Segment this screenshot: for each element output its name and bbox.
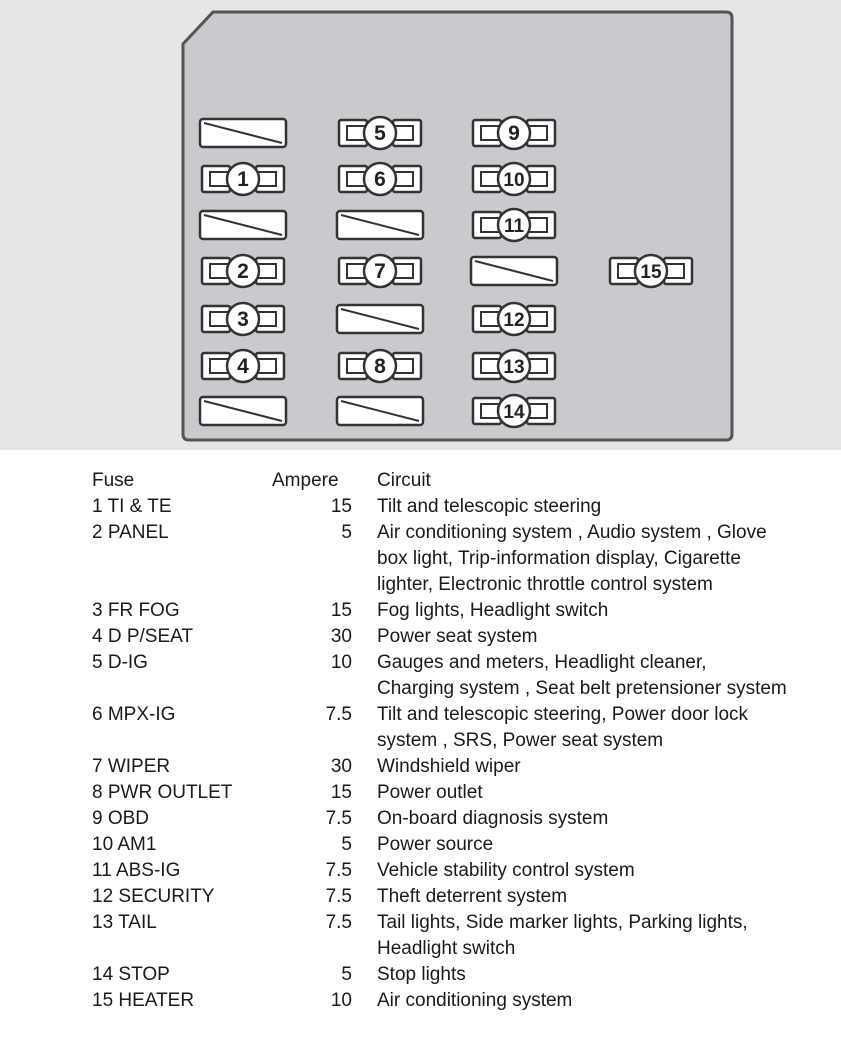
header-fuse: Fuse (92, 470, 135, 491)
fuse-number-label: 1 (237, 168, 249, 191)
fuse-number-label: 3 (237, 308, 249, 331)
circuit-cell (377, 702, 837, 754)
circuit-line: Power source (377, 834, 494, 855)
table-row (92, 624, 837, 650)
empty-fuse-slot (337, 305, 423, 333)
circuit-cell (377, 832, 837, 858)
fuse-number-label: 10 (503, 170, 525, 191)
table-row (92, 910, 837, 962)
fuse-slot-3 (202, 303, 284, 335)
fuse-slot-11 (473, 209, 555, 241)
fuse-slot-8 (339, 350, 421, 382)
circuit-cell (377, 598, 837, 624)
fuse-number-label: 14 (503, 402, 525, 423)
fuse-box-diagram-area (0, 0, 841, 450)
ampere-cell: 5 (341, 834, 352, 855)
ampere-cell: 5 (341, 964, 352, 985)
circuit-line: lighter, Electronic throttle control system (377, 574, 713, 595)
fuse-slot-12 (473, 303, 555, 335)
fuse-number-label: 4 (237, 355, 249, 378)
circuit-line: Tail lights, Side marker lights, Parking lights, (377, 912, 748, 933)
circuit-line: Theft deterrent system (377, 886, 568, 907)
table-row (92, 598, 837, 624)
ampere-cell: 10 (330, 652, 352, 673)
ampere-cell: 30 (330, 626, 352, 647)
circuit-cell (377, 624, 837, 650)
table-row (92, 988, 837, 1014)
circuit-line: Power seat system (377, 626, 538, 647)
table-body (92, 494, 837, 1014)
fuse-number-label: 8 (374, 355, 386, 378)
circuit-line: box light, Trip-information display, Cigarette (377, 548, 741, 569)
circuit-cell (377, 754, 837, 780)
fuse-number-label: 2 (237, 260, 249, 283)
table-row (92, 884, 837, 910)
header-ampere: Ampere (272, 470, 339, 491)
fuse-name-cell: 6 MPX-IG (92, 704, 176, 725)
fuse-slot-5 (339, 117, 421, 149)
circuit-line: Power outlet (377, 782, 483, 803)
fuse-slot-6 (339, 163, 421, 195)
circuit-line: Tilt and telescopic steering, Power door lock (377, 704, 749, 725)
ampere-cell: 7.5 (325, 886, 352, 907)
ampere-cell: 7.5 (325, 912, 352, 933)
circuit-cell (377, 494, 837, 520)
fuse-slot-10 (473, 163, 555, 195)
empty-fuse-slot (337, 211, 423, 239)
circuit-cell (377, 962, 837, 988)
fuse-number-label: 5 (374, 122, 386, 145)
fuse-slot-14 (473, 395, 555, 427)
table-row (92, 858, 837, 884)
ampere-cell: 15 (330, 496, 352, 517)
table-row (92, 832, 837, 858)
fuse-name-cell: 3 FR FOG (92, 600, 180, 621)
circuit-line: Windshield wiper (377, 756, 521, 777)
circuit-line: Tilt and telescopic steering (377, 496, 602, 517)
empty-fuse-slot (200, 211, 286, 239)
fuse-slot-2 (202, 255, 284, 287)
circuit-line: Fog lights, Headlight switch (377, 600, 609, 621)
table-row (92, 494, 837, 520)
fuse-slot-1 (202, 163, 284, 195)
fuse-slot-4 (202, 350, 284, 382)
fuse-name-cell: 14 STOP (92, 964, 170, 985)
fuse-box-diagram (0, 0, 841, 450)
fuse-name-cell: 15 HEATER (92, 990, 195, 1011)
header-circuit: Circuit (377, 470, 431, 491)
fuse-name-cell: 1 TI & TE (92, 496, 172, 517)
fuse-name-cell: 4 D P/SEAT (92, 626, 194, 647)
fuse-name-cell: 12 SECURITY (92, 886, 215, 907)
fuse-slot-9 (473, 117, 555, 149)
ampere-cell: 10 (330, 990, 352, 1011)
fuse-legend-table (92, 468, 837, 1014)
circuit-line: Air conditioning system (377, 990, 573, 1011)
fuse-name-cell: 7 WIPER (92, 756, 171, 777)
fuse-name-cell: 11 ABS-IG (92, 860, 181, 881)
ampere-cell: 15 (330, 782, 352, 803)
table-row (92, 520, 837, 598)
circuit-cell (377, 910, 837, 962)
ampere-cell: 15 (330, 600, 352, 621)
table-row (92, 962, 837, 988)
fuse-slot-13 (473, 350, 555, 382)
fuse-slot-15 (610, 255, 692, 287)
table-header-row (92, 468, 837, 494)
fuse-number-label: 6 (374, 168, 386, 191)
ampere-cell: 30 (330, 756, 352, 777)
empty-fuse-slot (200, 119, 286, 147)
circuit-line: On-board diagnosis system (377, 808, 609, 829)
table-row (92, 780, 837, 806)
circuit-line: Headlight switch (377, 938, 516, 959)
fuse-number-label: 12 (503, 310, 525, 331)
fuse-name-cell: 8 PWR OUTLET (92, 782, 233, 803)
circuit-cell (377, 988, 837, 1014)
circuit-cell (377, 780, 837, 806)
circuit-line: Stop lights (377, 964, 466, 985)
ampere-cell: 7.5 (325, 808, 352, 829)
fuse-number-label: 13 (503, 357, 525, 378)
fuse-name-cell: 2 PANEL (92, 522, 169, 543)
circuit-cell (377, 858, 837, 884)
fuse-number-label: 11 (503, 216, 525, 237)
table-row (92, 702, 837, 754)
fuse-slot-7 (339, 255, 421, 287)
circuit-line: Vehicle stability control system (377, 860, 635, 881)
fuse-name-cell: 5 D-IG (92, 652, 148, 673)
table-row (92, 754, 837, 780)
ampere-cell: 5 (341, 522, 352, 543)
empty-fuse-slot (337, 397, 423, 425)
circuit-line: Gauges and meters, Headlight cleaner, (377, 652, 707, 673)
circuit-line: system , SRS, Power seat system (377, 730, 664, 751)
table-row (92, 650, 837, 702)
empty-fuse-slot (471, 257, 557, 285)
circuit-cell (377, 806, 837, 832)
table-row (92, 806, 837, 832)
circuit-line: Air conditioning system , Audio system , Glove (377, 522, 767, 543)
ampere-cell: 7.5 (325, 704, 352, 725)
fuse-number-label: 7 (374, 260, 386, 283)
fuse-name-cell: 13 TAIL (92, 912, 157, 933)
circuit-cell (377, 884, 837, 910)
empty-fuse-slot (200, 397, 286, 425)
fuse-name-cell: 9 OBD (92, 808, 150, 829)
circuit-cell (377, 520, 837, 598)
fuse-number-label: 15 (640, 262, 662, 283)
circuit-cell (377, 650, 837, 702)
fuse-name-cell: 10 AM1 (92, 834, 157, 855)
ampere-cell: 7.5 (325, 860, 352, 881)
fuse-number-label: 9 (508, 122, 520, 145)
circuit-line: Charging system , Seat belt pretensioner system (377, 678, 787, 699)
